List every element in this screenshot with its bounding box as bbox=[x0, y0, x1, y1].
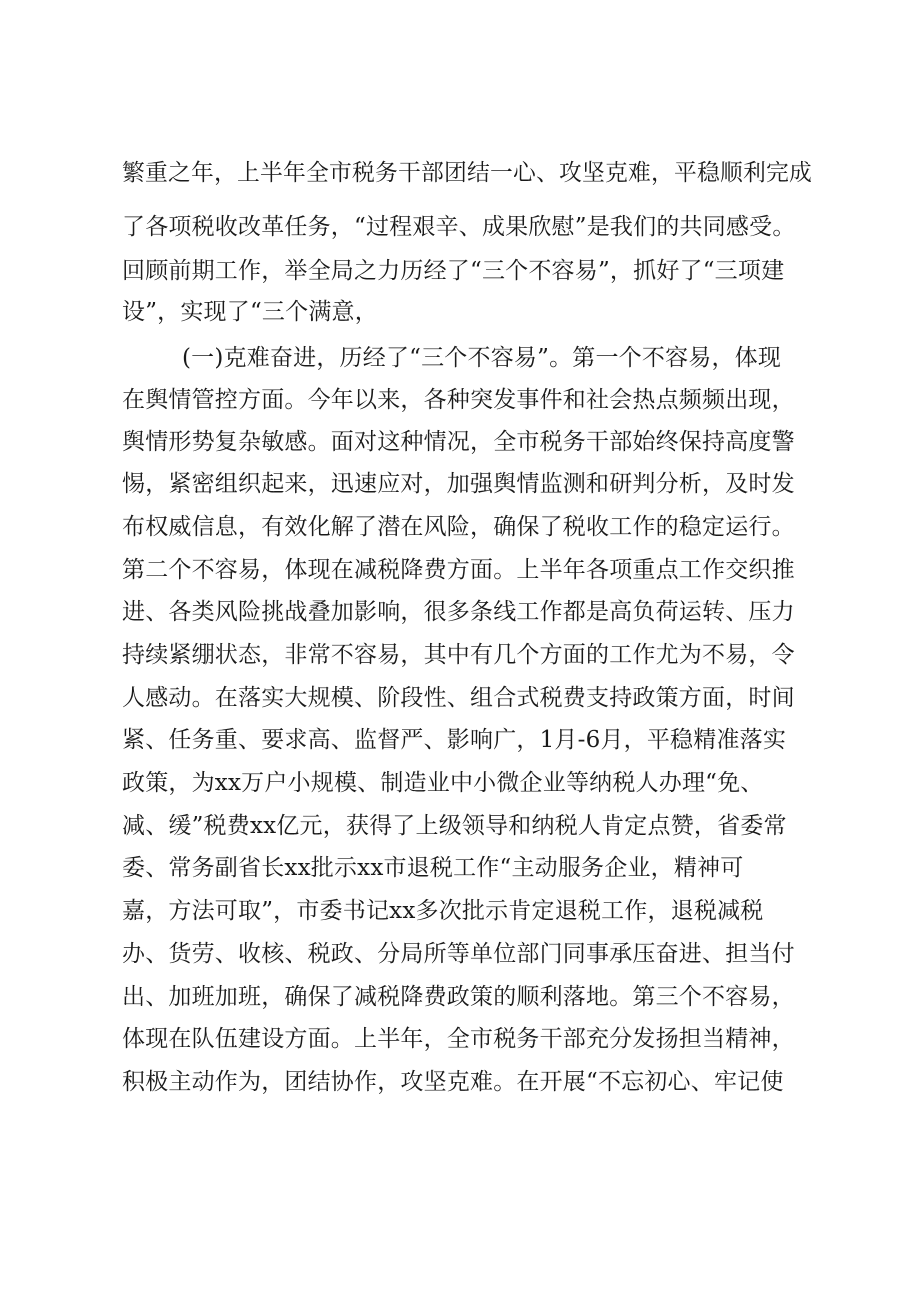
text-line: 持续紧绷状态，非常不容易，其中有几个方面的工作尤为不易，令 bbox=[122, 642, 795, 668]
text-line: 体现在队伍建设方面。上半年，全市税务干部充分发扬担当精神， bbox=[122, 1026, 795, 1052]
text-line: 进、各类风险挑战叠加影响，很多条线工作都是高负荷运转、压力 bbox=[122, 599, 795, 625]
text-line: 舆情形势复杂敏感。面对这种情况，全市税务干部始终保持高度警 bbox=[122, 429, 795, 455]
text-line: 回顾前期工作，举全局之力历经了“三个不容易”，抓好了“三项建 bbox=[122, 258, 785, 284]
text-line: 布权威信息，有效化解了潜在风险，确保了税收工作的稳定运行。 bbox=[122, 514, 795, 540]
text-line: 紧、任务重、要求高、监督严、影响广，1月-6月，平稳精准落实 bbox=[122, 727, 787, 753]
text-line: 政策，为xx万户小规模、制造业中小微企业等纳税人办理“免、 bbox=[122, 770, 764, 796]
text-line: 了各项税收改革任务，“过程艰辛、成果欣慰”是我们的共同感受。 bbox=[122, 214, 796, 240]
text-line: 积极主动作为，团结协作，攻坚克难。在开展“不忘初心、牢记使 bbox=[122, 1069, 784, 1095]
text-line: 设”，实现了“三个满意， bbox=[122, 299, 378, 325]
paragraph-heading-line: (一)克难奋进，历经了“三个不容易”。第一个不容易，体现 bbox=[182, 345, 782, 371]
text-line: 第二个不容易，体现在减税降费方面。上半年各项重点工作交织推 bbox=[122, 557, 795, 583]
text-line: 繁重之年，上半年全市税务干部团结一心、攻坚克难，平稳顺利完成 bbox=[122, 160, 812, 186]
text-line: 在舆情管控方面。今年以来，各种突发事件和社会热点频频出现， bbox=[122, 387, 795, 413]
text-line: 人感动。在落实大规模、阶段性、组合式税费支持政策方面，时间 bbox=[122, 685, 795, 711]
text-line: 出、加班加班，确保了减税降费政策的顺利落地。第三个不容易， bbox=[122, 984, 795, 1010]
text-line: 惕，紧密组织起来，迅速应对，加强舆情监测和研判分析，及时发 bbox=[122, 471, 795, 497]
text-line: 嘉，方法可取”，市委书记xx多次批示肯定退税工作，退税减税 bbox=[122, 898, 764, 924]
text-line: 办、货劳、收核、税政、分局所等单位部门同事承压奋进、担当付 bbox=[122, 941, 795, 967]
text-line: 委、常务副省长xx批示xx市退税工作“主动服务企业，精神可 bbox=[122, 855, 744, 881]
text-line: 减、缓”税费xx亿元，获得了上级领导和纳税人肯定点赞，省委常 bbox=[122, 813, 787, 839]
